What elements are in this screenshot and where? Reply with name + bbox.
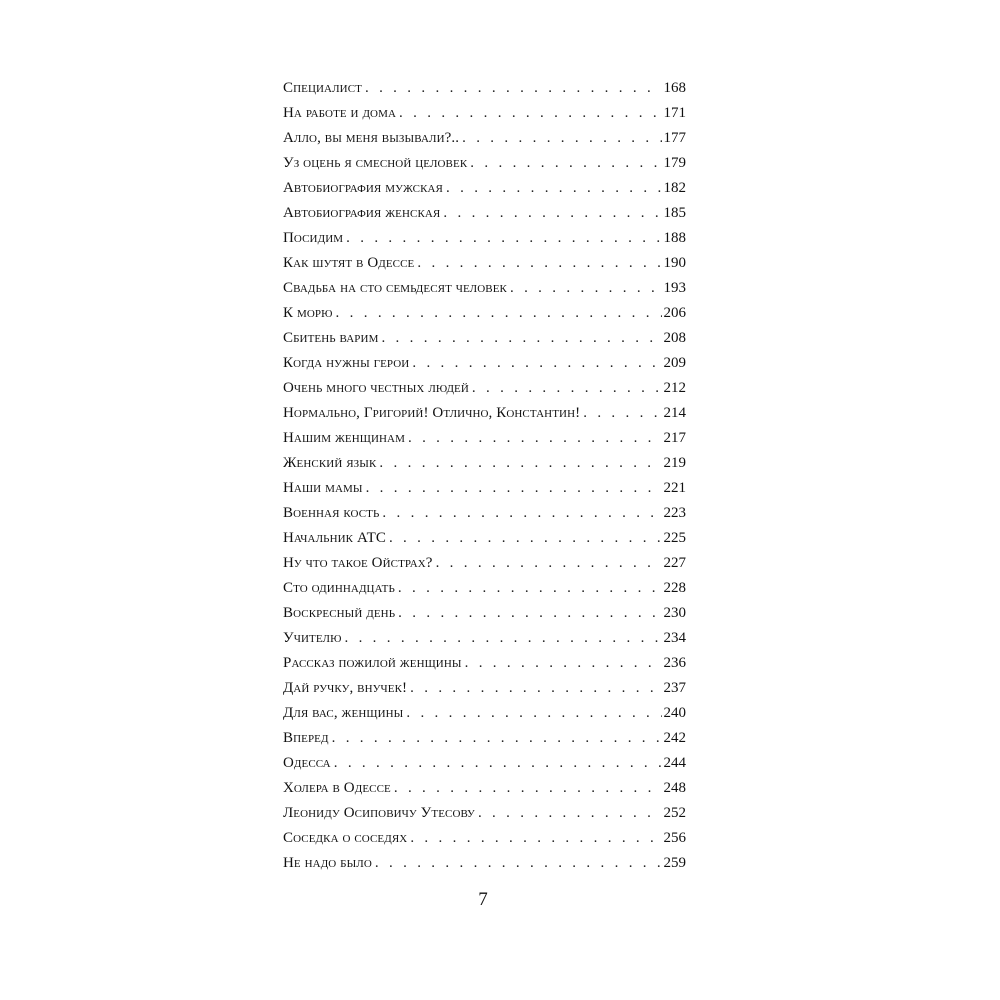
toc-dot-leader bbox=[394, 776, 662, 801]
toc-dot-leader bbox=[344, 626, 661, 651]
toc-entry bbox=[283, 776, 686, 801]
toc-entry-title: Дай ручку, внучек! bbox=[283, 680, 408, 696]
toc-entry-page: 225 bbox=[663, 530, 686, 546]
toc-entry-page: 171 bbox=[663, 105, 686, 121]
toc-entry bbox=[283, 551, 686, 576]
toc-dot-leader bbox=[408, 426, 662, 451]
toc-entry-title: Когда нужны герои bbox=[283, 355, 410, 371]
toc-entry bbox=[283, 851, 686, 876]
toc-dot-leader bbox=[365, 76, 662, 101]
toc-entry-title: Воскресный день bbox=[283, 605, 396, 621]
toc-entry-page: 227 bbox=[663, 555, 686, 571]
toc-dot-leader bbox=[446, 176, 662, 201]
toc-dot-leader bbox=[443, 201, 661, 226]
toc-dot-leader bbox=[346, 226, 661, 251]
toc-entry bbox=[283, 426, 686, 451]
toc-entry bbox=[283, 826, 686, 851]
toc-entry-page: 206 bbox=[663, 305, 686, 321]
toc-entry-title: Нашим женщинам bbox=[283, 430, 405, 446]
toc-entry-title: Специалист bbox=[283, 80, 362, 96]
toc-entry-page: 240 bbox=[663, 705, 686, 721]
toc-entry-title: Холера в Одессе bbox=[283, 780, 391, 796]
toc-dot-leader bbox=[436, 551, 662, 576]
toc-entry bbox=[283, 676, 686, 701]
toc-entry-title: Алло, вы меня вызывали?.. bbox=[283, 130, 460, 146]
toc-entry-page: 212 bbox=[663, 380, 686, 396]
toc-dot-leader bbox=[399, 101, 661, 126]
toc-dot-leader bbox=[417, 251, 661, 276]
toc-dot-leader bbox=[332, 726, 662, 751]
toc-entry-page: 242 bbox=[663, 730, 686, 746]
toc-entry-page: 234 bbox=[663, 630, 686, 646]
toc-entry-title: Леониду Осиповичу Утесову bbox=[283, 805, 475, 821]
toc-dot-leader bbox=[412, 351, 661, 376]
toc-dot-leader bbox=[510, 276, 662, 301]
toc-entry-title: На работе и дома bbox=[283, 105, 397, 121]
toc-dot-leader bbox=[375, 851, 662, 876]
toc-entry-title: Уз оцень я смесной целовек bbox=[283, 155, 468, 171]
toc-entry-page: 185 bbox=[663, 205, 686, 221]
toc-entry-title: К морю bbox=[283, 305, 333, 321]
toc-entry bbox=[283, 601, 686, 626]
toc-entry bbox=[283, 176, 686, 201]
toc-dot-leader bbox=[336, 301, 662, 326]
toc-dot-leader bbox=[381, 326, 661, 351]
toc-dot-leader bbox=[583, 401, 661, 426]
toc-entry-title: Соседка о соседях bbox=[283, 830, 408, 846]
toc-entry-title: Вперед bbox=[283, 730, 329, 746]
toc-entry bbox=[283, 201, 686, 226]
toc-entry-page: 256 bbox=[663, 830, 686, 846]
toc-entry-title: Автобиография женская bbox=[283, 205, 441, 221]
toc-entry bbox=[283, 351, 686, 376]
toc-entry bbox=[283, 726, 686, 751]
toc-entry bbox=[283, 376, 686, 401]
toc-entry bbox=[283, 576, 686, 601]
toc-entry bbox=[283, 751, 686, 776]
toc-dot-leader bbox=[398, 601, 661, 626]
toc-dot-leader bbox=[465, 651, 662, 676]
toc-entry bbox=[283, 626, 686, 651]
toc-dot-leader bbox=[382, 501, 661, 526]
toc-entry-page: 244 bbox=[663, 755, 686, 771]
toc-entry-title: Одесса bbox=[283, 755, 331, 771]
toc-entry-page: 236 bbox=[663, 655, 686, 671]
toc-entry bbox=[283, 251, 686, 276]
toc-dot-leader bbox=[472, 376, 662, 401]
toc-entry-title: Военная кость bbox=[283, 505, 380, 521]
toc-dot-leader bbox=[398, 576, 662, 601]
toc-entry bbox=[283, 326, 686, 351]
toc-entry-title: Учителю bbox=[283, 630, 342, 646]
toc-entry-title: Наши мамы bbox=[283, 480, 363, 496]
toc-entry-page: 248 bbox=[663, 780, 686, 796]
toc-entry-page: 228 bbox=[663, 580, 686, 596]
toc-entry-title: Не надо было bbox=[283, 855, 372, 871]
toc-entry bbox=[283, 76, 686, 101]
toc-entry-page: 209 bbox=[663, 355, 686, 371]
toc-entry-page: 237 bbox=[663, 680, 686, 696]
toc-entry-page: 193 bbox=[663, 280, 686, 296]
toc-entry-page: 168 bbox=[663, 80, 686, 96]
toc-entry-title: Начальник АТС bbox=[283, 530, 386, 546]
toc-entry-title: Как шутят в Одессе bbox=[283, 255, 415, 271]
toc-entry bbox=[283, 401, 686, 426]
toc-entry-page: 230 bbox=[663, 605, 686, 621]
toc-entry-title: Очень много честных людей bbox=[283, 380, 469, 396]
toc-entry bbox=[283, 276, 686, 301]
toc-dot-leader bbox=[379, 451, 661, 476]
toc-entry bbox=[283, 301, 686, 326]
toc-dot-leader bbox=[470, 151, 661, 176]
toc-dot-leader bbox=[334, 751, 662, 776]
toc-entry bbox=[283, 226, 686, 251]
toc-entry-page: 259 bbox=[663, 855, 686, 871]
toc-entry-page: 177 bbox=[663, 130, 686, 146]
toc-entry-title: Ну что такое Ойстрах? bbox=[283, 555, 433, 571]
toc-entry bbox=[283, 126, 686, 151]
toc-entry-title: Посидим bbox=[283, 230, 344, 246]
toc-dot-leader bbox=[366, 476, 662, 501]
toc-entry bbox=[283, 151, 686, 176]
toc-entry bbox=[283, 801, 686, 826]
toc-entry-page: 179 bbox=[663, 155, 686, 171]
table-of-contents bbox=[283, 76, 686, 876]
toc-entry-title: Нормально, Григорий! Отлично, Константин! bbox=[283, 405, 581, 421]
toc-entry bbox=[283, 101, 686, 126]
toc-entry bbox=[283, 501, 686, 526]
page-number: 7 bbox=[478, 889, 488, 910]
toc-entry-title: Рассказ пожилой женщины bbox=[283, 655, 462, 671]
toc-entry-title: Автобиография мужская bbox=[283, 180, 443, 196]
toc-dot-leader bbox=[389, 526, 662, 551]
toc-entry-page: 221 bbox=[663, 480, 686, 496]
toc-dot-leader bbox=[406, 701, 661, 726]
toc-entry bbox=[283, 701, 686, 726]
toc-entry-page: 208 bbox=[663, 330, 686, 346]
toc-entry-title: Свадьба на сто семьдесят человек bbox=[283, 280, 507, 296]
toc-dot-leader bbox=[478, 801, 662, 826]
toc-entry-page: 214 bbox=[663, 405, 686, 421]
toc-entry-page: 190 bbox=[663, 255, 686, 271]
toc-entry-title: Женский язык bbox=[283, 455, 377, 471]
toc-entry-title: Сбитень варим bbox=[283, 330, 379, 346]
toc-entry bbox=[283, 526, 686, 551]
toc-entry-page: 182 bbox=[663, 180, 686, 196]
toc-dot-leader bbox=[462, 126, 661, 151]
toc-dot-leader bbox=[410, 676, 661, 701]
toc-entry-page: 217 bbox=[663, 430, 686, 446]
toc-entry bbox=[283, 476, 686, 501]
toc-entry-title: Сто одиннадцать bbox=[283, 580, 395, 596]
toc-entry-page: 252 bbox=[663, 805, 686, 821]
toc-entry-page: 188 bbox=[663, 230, 686, 246]
toc-dot-leader bbox=[410, 826, 661, 851]
toc-entry-page: 223 bbox=[663, 505, 686, 521]
toc-entry-title: Для вас, женщины bbox=[283, 705, 404, 721]
toc-entry-page: 219 bbox=[663, 455, 686, 471]
toc-entry bbox=[283, 451, 686, 476]
toc-entry bbox=[283, 651, 686, 676]
